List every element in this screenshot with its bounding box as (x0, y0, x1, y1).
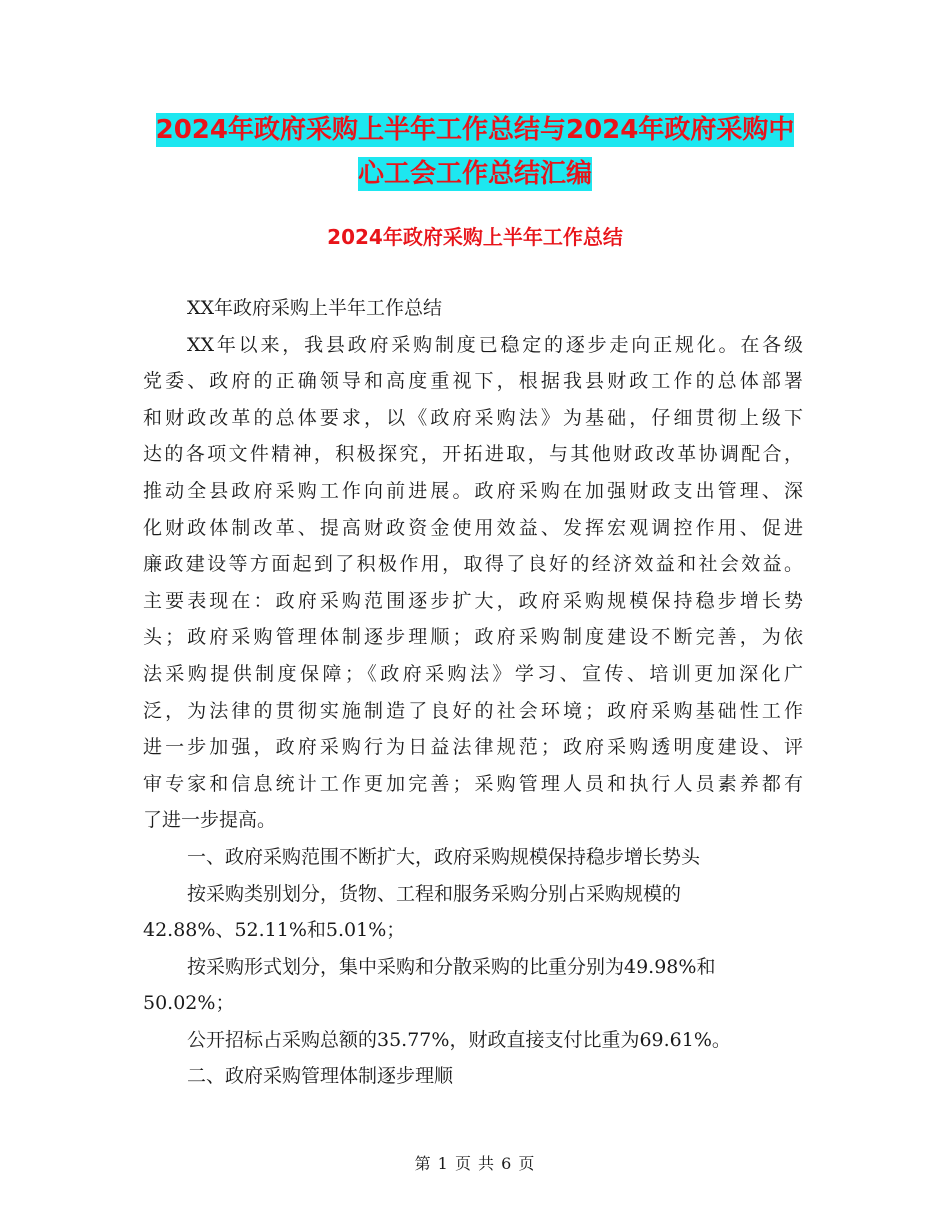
body-line: XX年政府采购上半年工作总结 (187, 297, 443, 319)
body-line: 党委、政府的正确领导和高度重视下，根据我县财政工作的总体部署 (143, 370, 803, 393)
body-line: 二、政府采购管理体制逐步理顺 (187, 1065, 454, 1088)
document-title-line-1: 2024年政府采购上半年工作总结与2024年政府采购中 (155, 115, 795, 145)
body-line: 主要表现在：政府采购范围逐步扩大，政府采购规模保持稳步增长势 (143, 589, 803, 612)
section-title: 2024年政府采购上半年工作总结 (327, 225, 623, 249)
body-line: 推动全县政府采购工作向前进展。政府采购在加强财政支出管理、深 (143, 479, 803, 502)
body-line: 达的各项文件精神，积极探究，开拓进取，与其他财政改革协调配合， (143, 443, 803, 466)
body-line: 一、政府采购范围不断扩大，政府采购规模保持稳步增长势头 (187, 845, 701, 868)
body-text (143, 290, 803, 1095)
body-line: 头；政府采购管理体制逐步理顺；政府采购制度建设不断完善，为依 (143, 626, 803, 649)
body-line: 法采购提供制度保障；《政府采购法》学习、宣传、培训更加深化广 (143, 662, 803, 685)
body-line: 廉政建设等方面起到了积极作用，取得了良好的经济效益和社会效益。 (143, 553, 803, 576)
body-line: 按采购类别划分，货物、工程和服务采购分别占采购规模的 (187, 882, 682, 905)
document-title-line-2: 心工会工作总结汇编 (357, 159, 592, 189)
body-line: 泛，为法律的贯彻实施制造了良好的社会环境；政府采购基础性工作 (143, 699, 803, 722)
body-line: 了进一步提高。 (143, 809, 277, 832)
body-line: 进一步加强，政府采购行为日益法律规范；政府采购透明度建设、评 (143, 736, 803, 759)
body-line: 化财政体制改革、提高财政资金使用效益、发挥宏观调控作用、促进 (143, 516, 803, 539)
body-line: 42.88%、52.11%和5.01%； (143, 919, 406, 942)
body-line: 50.02%； (143, 992, 235, 1015)
body-line: 和财政改革的总体要求，以《政府采购法》为基础，仔细贯彻上级下 (143, 406, 803, 429)
body-line: XX年以来，我县政府采购制度已稳定的逐步走向正规化。在各级 (187, 333, 803, 356)
body-line: 按采购形式划分，集中采购和分散采购的比重分别为49.98%和 (187, 955, 716, 978)
page-footer: 第 1 页 共 6 页 (414, 1154, 536, 1173)
body-line: 公开招标占采购总额的35.77%，财政直接支付比重为69.61%。 (187, 1028, 731, 1051)
body-line: 审专家和信息统计工作更加完善；采购管理人员和执行人员素养都有 (143, 772, 803, 795)
